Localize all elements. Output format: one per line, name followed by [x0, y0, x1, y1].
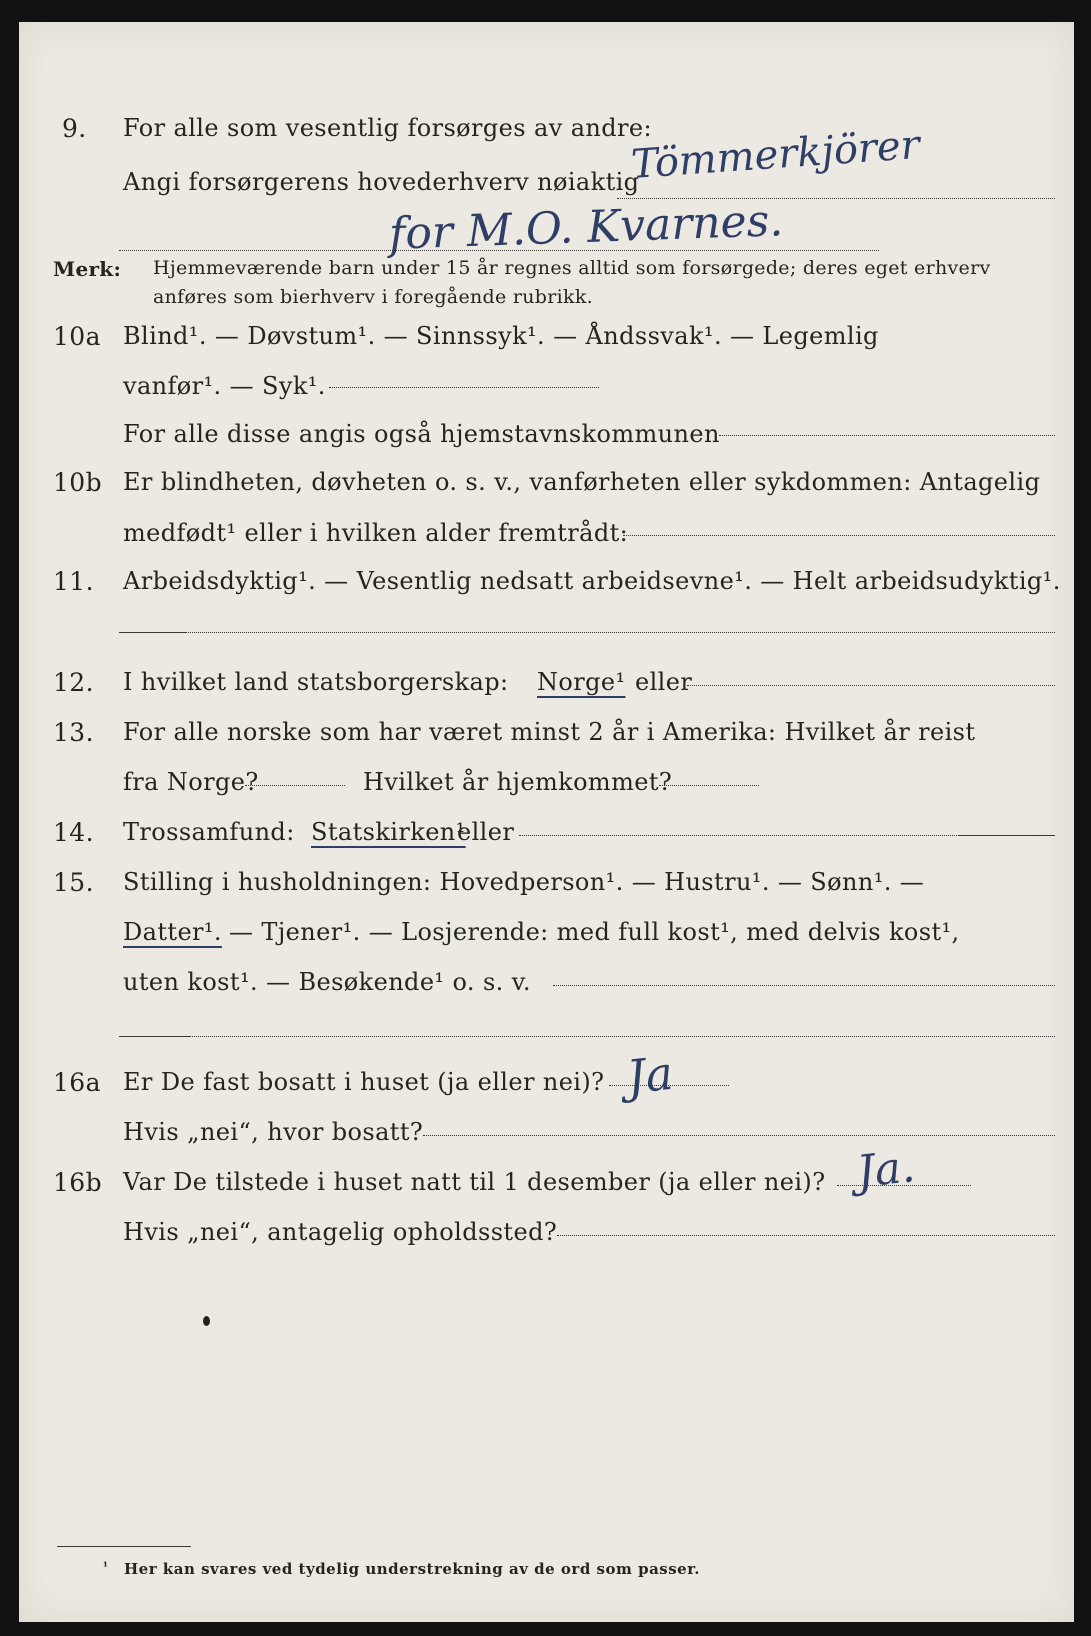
q15-question-line-2: — Tjener¹. — Losjerende: med full kost¹, med delvis kost¹, — [229, 918, 960, 946]
q9-number: 9. — [62, 114, 87, 143]
census-form-page — [19, 22, 1074, 1622]
q11-number: 11. — [53, 567, 94, 596]
q10a-question-line-2: vanfør¹. — Syk¹. — [123, 372, 326, 400]
q13-answer-year-left[interactable] — [245, 785, 345, 786]
merk-text-line-2: anføres som bierhverv i foregående rubrikk. — [153, 286, 593, 308]
q15-answer-line-1[interactable] — [553, 985, 1055, 986]
q15-answer-line-solid[interactable] — [119, 1036, 189, 1037]
q14-answer-line[interactable] — [519, 835, 959, 836]
q13-question-from: fra Norge? — [123, 768, 259, 796]
q10b-answer-line[interactable] — [623, 535, 1055, 536]
q13-question-returned: Hvilket år hjemkommet? — [363, 768, 673, 796]
q16a-answer-line-2[interactable] — [423, 1135, 1055, 1136]
q16b-question-line-2: Hvis „nei“, antagelig opholdssted? — [123, 1218, 558, 1246]
q9-handwritten-occupation: Tömmerkjörer — [629, 121, 922, 189]
q12-answer-line[interactable] — [687, 685, 1055, 686]
q16a-question-line-1: Er De fast bosatt i huset (ja eller nei)? — [123, 1068, 605, 1096]
q12-question-prefix: I hvilket land statsborgerskap: — [123, 668, 509, 696]
q16a-handwritten-answer: Ja — [624, 1045, 676, 1105]
q15-question-line-1: Stilling i husholdningen: Hovedperson¹. — Hustru¹. — Sønn¹. — — [123, 868, 925, 896]
q14-number: 14. — [53, 818, 94, 847]
q9-answer-line-2[interactable] — [119, 250, 879, 251]
q10b-question-line-2: medfødt¹ eller i hvilken alder fremtrådt: — [123, 519, 629, 547]
q9-question-line-1: For alle som vesentlig forsørges av andre: — [123, 114, 653, 142]
q15-answer-line-2[interactable] — [189, 1036, 1055, 1037]
q10b-question-line-1: Er blindheten, døvheten o. s. v., vanførheten eller sykdommen: Antagelig — [123, 468, 1041, 496]
q10a-question-line-1: Blind¹. — Døvstum¹. — Sinnssyk¹. — Åndssvak¹. — Legemlig — [123, 322, 879, 350]
q15-option-datter[interactable]: Datter¹. — [123, 918, 222, 946]
q16a-question-line-2: Hvis „nei“, hvor bosatt? — [123, 1118, 424, 1146]
q9-question-line-2: Angi forsørgerens hovederhverv nøiaktig — [123, 168, 640, 196]
q11-answer-line[interactable] — [185, 632, 1055, 633]
merk-label: Merk: — [53, 257, 122, 281]
footnote-rule — [57, 1546, 191, 1547]
q16b-answer-line-1[interactable] — [837, 1185, 971, 1186]
q10a-number: 10a — [53, 322, 101, 351]
q14-answer-line-solid[interactable] — [959, 835, 1055, 836]
q10a-answer-line-1[interactable] — [329, 387, 599, 388]
q16b-answer-line-2[interactable] — [557, 1235, 1055, 1236]
q15-number: 15. — [53, 868, 94, 897]
q11-question-line-1: Arbeidsdyktig¹. — Vesentlig nedsatt arbeidsevne¹. — Helt arbeidsudyktig¹. — [123, 567, 1061, 595]
q9-handwritten-employer: for M.O. Kvarnes. — [388, 195, 785, 260]
q13-question-line-1: For alle norske som har været minst 2 år i Amerika: Hvilket år reist — [123, 718, 976, 746]
merk-text-line-1: Hjemmeværende barn under 15 år regnes alltid som forsørgede; deres eget erhverv — [153, 257, 991, 279]
q10b-number: 10b — [53, 468, 103, 497]
q12-option-norge[interactable]: Norge¹ — [537, 668, 626, 696]
q10a-question-line-3: For alle disse angis også hjemstavnskommunen — [123, 420, 720, 448]
q16a-answer-line-1[interactable] — [609, 1085, 729, 1086]
q12-number: 12. — [53, 668, 94, 697]
q16b-question-line-1: Var De tilstede i huset natt til 1 desember (ja eller nei)? — [123, 1168, 826, 1196]
q16b-handwritten-answer: Ja. — [854, 1141, 918, 1198]
q16a-number: 16a — [53, 1068, 101, 1097]
q15-question-line-3: uten kost¹. — Besøkende¹ o. s. v. — [123, 968, 531, 996]
ink-dot — [203, 1316, 210, 1326]
q11-answer-line-solid[interactable] — [119, 632, 185, 633]
q16b-number: 16b — [53, 1168, 103, 1197]
q10a-answer-line-2[interactable] — [719, 435, 1055, 436]
q14-option-eller: eller — [457, 818, 515, 846]
footnote-text: Her kan svares ved tydelig understrekning av de ord som passer. — [124, 1560, 700, 1578]
q14-question-prefix: Trossamfund: — [123, 818, 295, 846]
q13-number: 13. — [53, 718, 94, 747]
q14-option-statskirken[interactable]: Statskirken¹ — [311, 818, 466, 846]
q13-answer-year-returned[interactable] — [659, 785, 759, 786]
q12-option-eller: eller — [635, 668, 693, 696]
footnote-mark: ¹ — [103, 1560, 109, 1573]
